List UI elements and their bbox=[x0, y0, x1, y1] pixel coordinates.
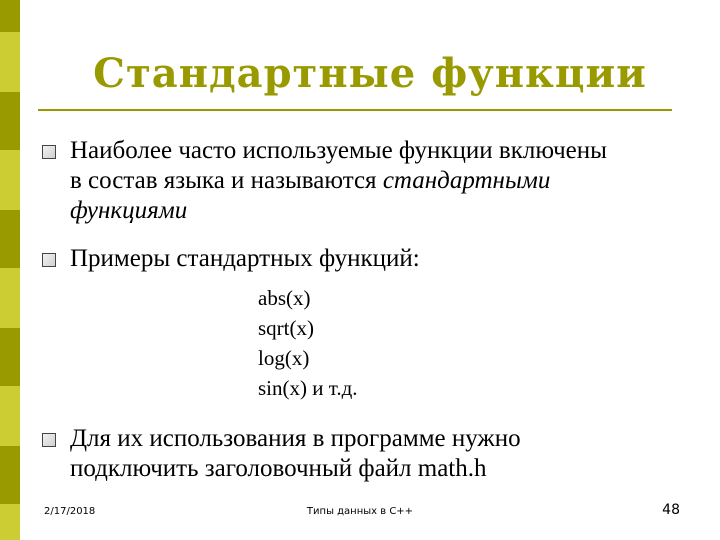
bullet-text-2 bbox=[70, 244, 700, 274]
example-log: log(x) bbox=[258, 346, 310, 370]
square-bullet-icon bbox=[42, 145, 56, 159]
example-sqrt: sqrt(x) bbox=[258, 316, 314, 340]
bullet-text-3 bbox=[70, 424, 700, 484]
example-abs: abs(x) bbox=[258, 286, 311, 310]
example-sin: sin(x) и т.д. bbox=[258, 376, 358, 400]
title-divider bbox=[38, 109, 672, 111]
footer-date: 2/17/2018 bbox=[44, 506, 96, 517]
bullet-3-line-1: Для их использования в программе нужно bbox=[70, 425, 521, 452]
bullet-1-plain-text: в состав языка и называются bbox=[70, 167, 383, 194]
bullet-1-line-2 bbox=[70, 166, 700, 196]
bullet-2-line-1: Примеры стандартных функций: bbox=[70, 245, 420, 272]
bullet-1-emphasis: стандартными bbox=[382, 167, 551, 194]
page-number: 48 bbox=[662, 502, 680, 518]
examples-list bbox=[258, 283, 358, 403]
bullet-3-line-2: подключить заголовочный файл math.h bbox=[70, 455, 487, 482]
bullet-1-line-1: Наиболее часто используемые функции включены bbox=[70, 137, 607, 164]
slide-title: Стандартные функции bbox=[93, 50, 647, 97]
left-decorative-bar bbox=[0, 0, 20, 540]
bullet-1-line-3: функциями bbox=[70, 197, 188, 224]
bullet-text-1 bbox=[70, 136, 700, 226]
footer-title: Типы данных в C++ bbox=[306, 506, 414, 517]
square-bullet-icon bbox=[42, 253, 56, 267]
square-bullet-icon bbox=[42, 433, 56, 447]
